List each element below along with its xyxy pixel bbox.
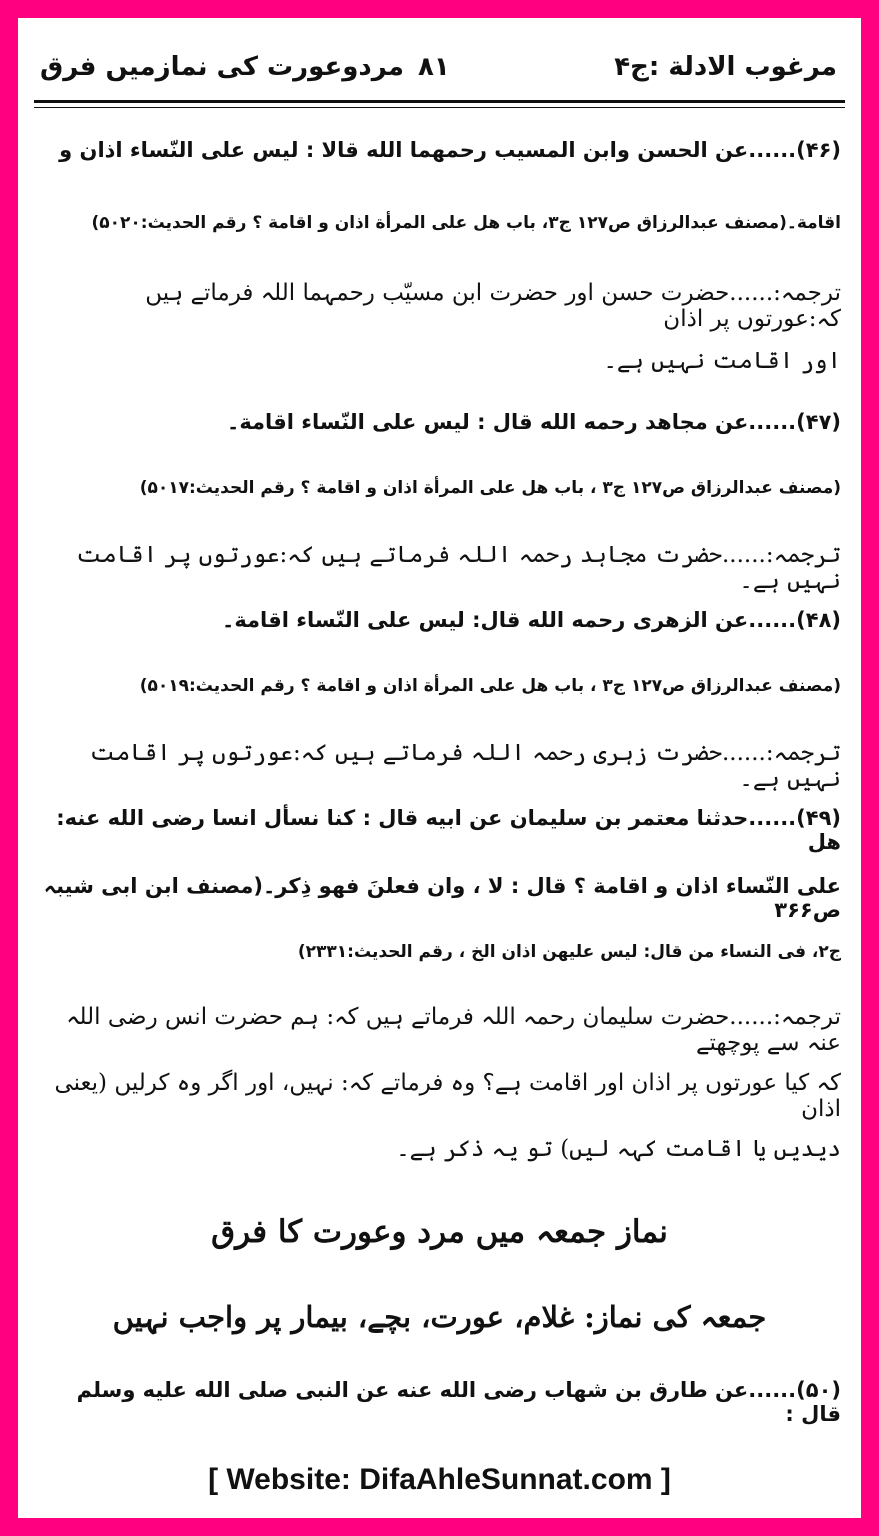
hadith-49-translation-line1: ترجمہ:......حضرت سلیمان رحمہ اللہ فرماتے ہیں کہ: ہم حضرت انس رضی اللہ عنہ سے پوچھتے [66,1004,841,1056]
chapter-title: مردوعورت کی نمازمیں فرق [40,52,404,82]
page-header [18,18,861,118]
website-footer: [ Website: DifaAhleSunnat.com ] [208,1463,671,1496]
hadith-49-translation-line2: کہ کیا عورتوں پر اذان اور اقامت ہے؟ وہ فرماتے کہ: نہیں، اور اگر وہ کرلیں (یعنی اذان [54,1070,841,1122]
hadith-49-arabic-line1: (۴۹)......حدثنا معتمر بن سليمان عن ابيه قال : كنا نسأل انسا رضى الله عنه: هل [56,806,841,854]
page-number: ۸۱ [418,52,450,82]
hadith-49-arabic-line2: على النّساء اذان و اقامة ؟ قال : لا ، وان فعلنَ فهو ذِكر۔(مصنف ابن ابی شیبہ ص۳۶۶ [43,874,841,922]
hadith-47-translation: ترجمہ:......حضرت مجاہد رحمہ اللہ فرماتے ہیں کہ:عورتوں پر اقامت نہیں ہے۔ [76,542,841,594]
page [18,18,861,1518]
hadith-48-reference: (مصنف عبدالرزاق ص۱۲۷ ج۳ ، باب هل على المرأة اذان و اقامة ؟ رقم الحديث:۵۰۱۹) [139,676,841,696]
hadith-47-reference: (مصنف عبدالرزاق ص۱۲۷ ج۳ ، باب هل على المرأة اذان و اقامة ؟ رقم الحديث:۵۰۱۷) [139,478,841,498]
hadith-50-arabic: (۵۰)......عن طارق بن شهاب رضى الله عنه عن النبى صلى الله عليه وسلم قال : [76,1378,841,1426]
section-subheading: جمعہ کی نماز: غلام، عورت، بچے، بیمار پر واجب نہیں [112,1300,767,1334]
hadith-46-arabic: (۴۶)......عن الحسن وابن المسيب رحمهما الله قالا : ليس على النّساء اذان و [59,138,841,162]
hadith-46-translation-line2: اور اقامت نہیں ہے۔ [603,348,841,374]
hadith-46-translation-line1: ترجمہ:......حضرت حسن اور حضرت ابن مسیّب رحمہما اللہ فرماتے ہیں کہ:عورتوں پر اذان [145,280,841,332]
hadith-48-arabic: (۴۸)......عن الزهرى رحمه الله قال: ليس على النّساء اقامة۔ [222,608,841,632]
book-title: مرغوب الادلة :ج۴ [614,52,837,82]
hadith-49-translation-line3: دیدیں یا اقامت کہہ لیں) تو یہ ذکر ہے۔ [396,1136,841,1162]
hadith-48-translation: ترجمہ:......حضرت زہری رحمہ اللہ فرماتے ہیں کہ:عورتوں پر اقامت نہیں ہے۔ [89,740,841,792]
header-rule-thin [34,107,845,108]
hadith-46-reference: اقامة۔(مصنف عبدالرزاق ص۱۲۷ ج۳، باب هل على المرأة اذان و اقامة ؟ رقم الحديث:۵۰۲۰) [91,213,841,233]
hadith-49-reference: ج۲، فى النساء من قال: ليس عليهن اذان الخ ، رقم الحديث:۲۳۳۱) [297,942,841,962]
section-heading: نماز جمعہ میں مرد وعورت کا فرق [211,1214,668,1250]
header-rule-thick [34,100,845,103]
hadith-47-arabic: (۴۷)......عن مجاهد رحمه الله قال : ليس على النّساء اقامة۔ [227,410,841,434]
